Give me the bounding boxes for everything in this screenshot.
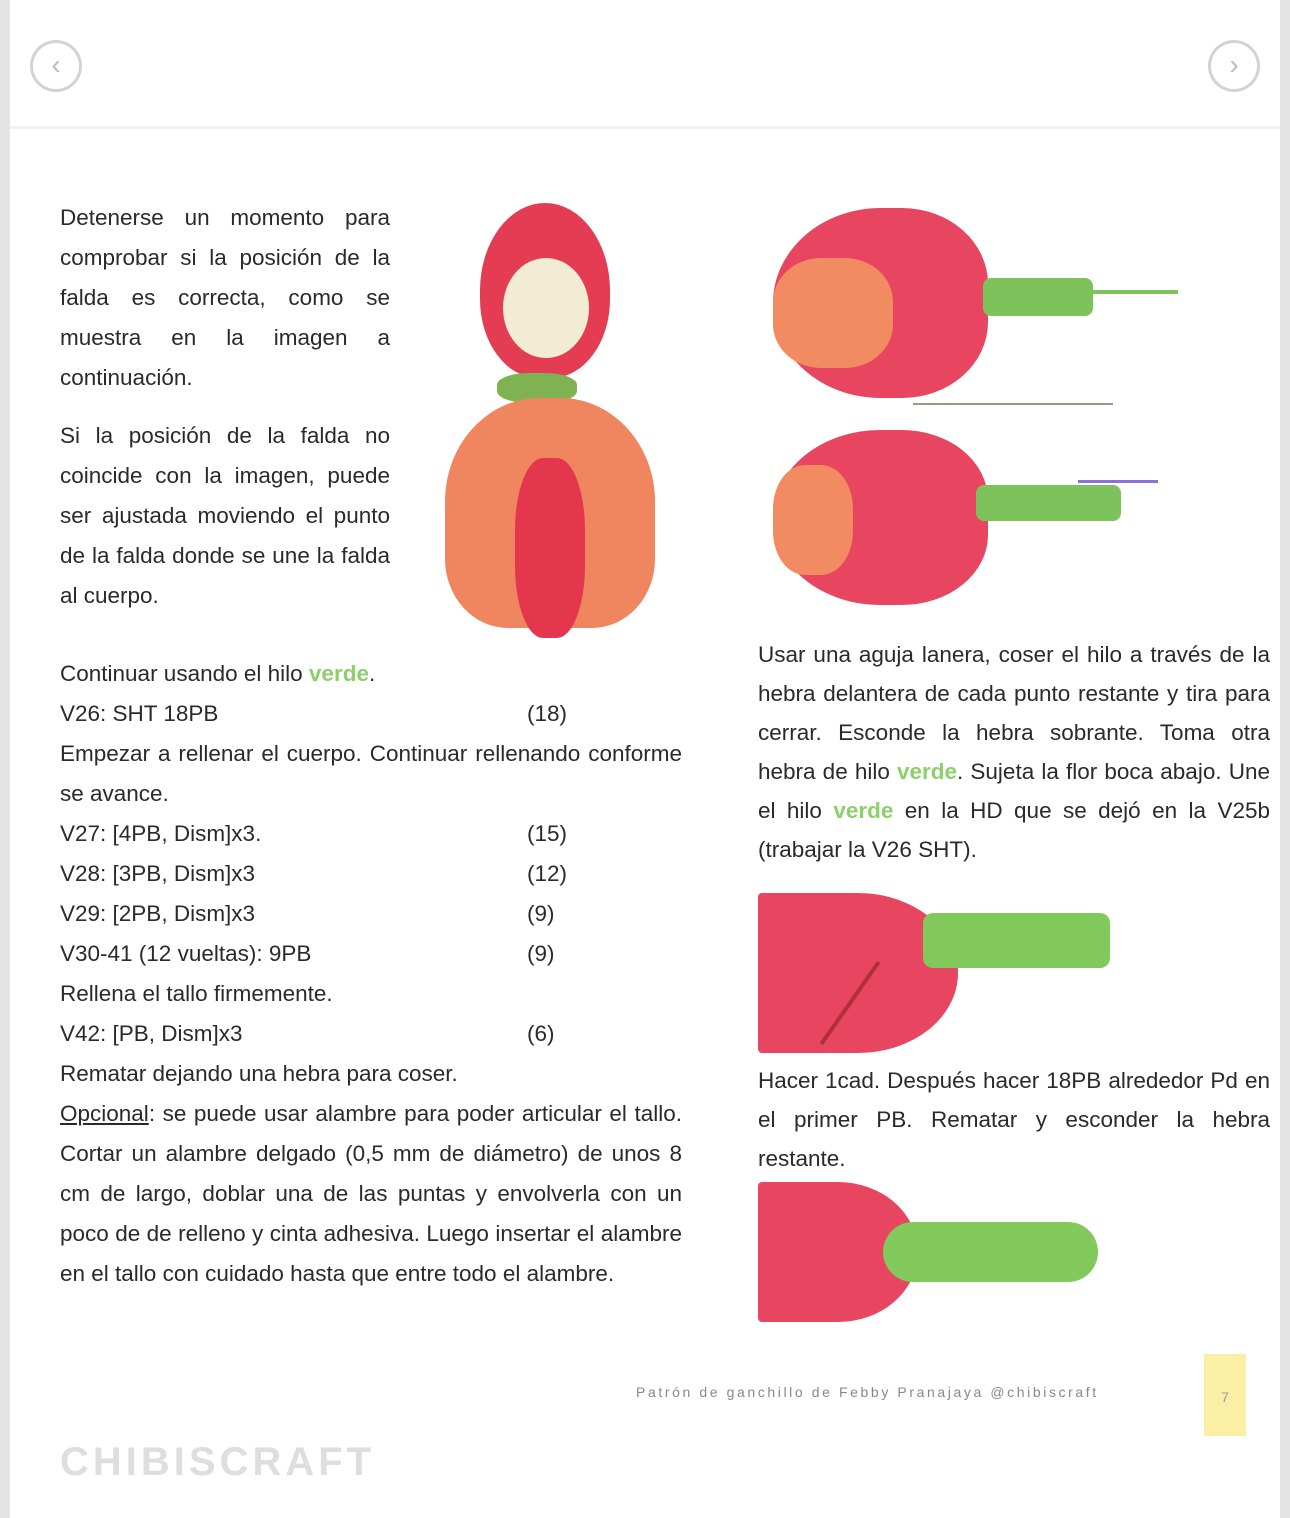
flower-photo-1 (758, 198, 1198, 418)
top-text (60, 198, 390, 654)
flower-photo-2 (758, 425, 1228, 625)
intro-paragraph: Detenerse un momento para comprobar si la posición de la falda es correcta, como se muestra en la imagen a continuación. (60, 205, 390, 390)
round-v26: V26: SHT 18PB (18) (60, 701, 568, 726)
stem-note: Rellena el tallo firmemente. (60, 981, 333, 1006)
arrow-icon (1078, 480, 1158, 483)
fill-paragraph: Empezar a rellenar el cuerpo. Continuar rellenando conforme se avance. (60, 741, 682, 806)
left-column (60, 198, 682, 1294)
closing-paragraph: Usar una aguja lanera, coser el hilo a través de la hebra delantera de cada punto restante y tira para cerrar. Esconde la hebra sobrante. Toma otra hebra de hilo verde. Sujeta la flor boca abajo. Une el hilo verde en la HD que se dejó en la V25b (trabajar la V26 SHT). (758, 642, 1270, 862)
optional-paragraph: Opcional: se puede usar alambre para poder articular el tallo. Cortar un alambre delgado (0,5 mm de diámetro) de unos 8 cm de largo, doblar una de las puntas y envolverla con un poco de de relleno y cinta adhesiva. Luego insertar el alambre en el tallo con cuidado hasta que entre todo el alambre. (60, 1101, 682, 1286)
round-v27: V27: [4PB, Dism]x3. (15) (60, 821, 568, 846)
finish-note: Rematar dejando una hebra para coser. (60, 1061, 458, 1086)
final-round-paragraph: Hacer 1cad. Después hacer 18PB alrededor Pd en el primer PB. Rematar y esconder la hebra restante. (758, 1068, 1270, 1171)
page-number: 7 (1204, 1354, 1246, 1436)
page-header (10, 0, 1280, 129)
continue-line: Continuar usando el hilo verde. (60, 661, 376, 686)
right-column (758, 635, 1270, 1322)
top-section (60, 198, 682, 654)
next-page-button[interactable]: › (1208, 40, 1260, 92)
prev-page-button[interactable]: ‹ (30, 40, 82, 92)
stem-photo-2 (758, 1182, 1108, 1322)
round-v42: V42: [PB, Dism]x3 (6) (60, 1021, 555, 1046)
watermark: CHIBISCRAFT (60, 1440, 376, 1484)
right-photos (758, 198, 1270, 625)
round-v28: V28: [3PB, Dism]x3 (12) (60, 861, 568, 886)
footer-credit: Patrón de ganchillo de Febby Pranajaya @chibiscraft (636, 1384, 1099, 1400)
doll-photo (410, 198, 682, 644)
stem-photo-1 (758, 893, 1110, 1053)
adjust-paragraph: Si la posición de la falda no coincide con la imagen, puede ser ajustada moviendo el punto de la falda donde se une la falda al cuerpo. (60, 423, 390, 608)
round-v30-41: V30-41 (12 vueltas): 9PB (9) (60, 941, 555, 966)
document-page (10, 0, 1280, 1518)
round-v29: V29: [2PB, Dism]x3 (9) (60, 901, 555, 926)
